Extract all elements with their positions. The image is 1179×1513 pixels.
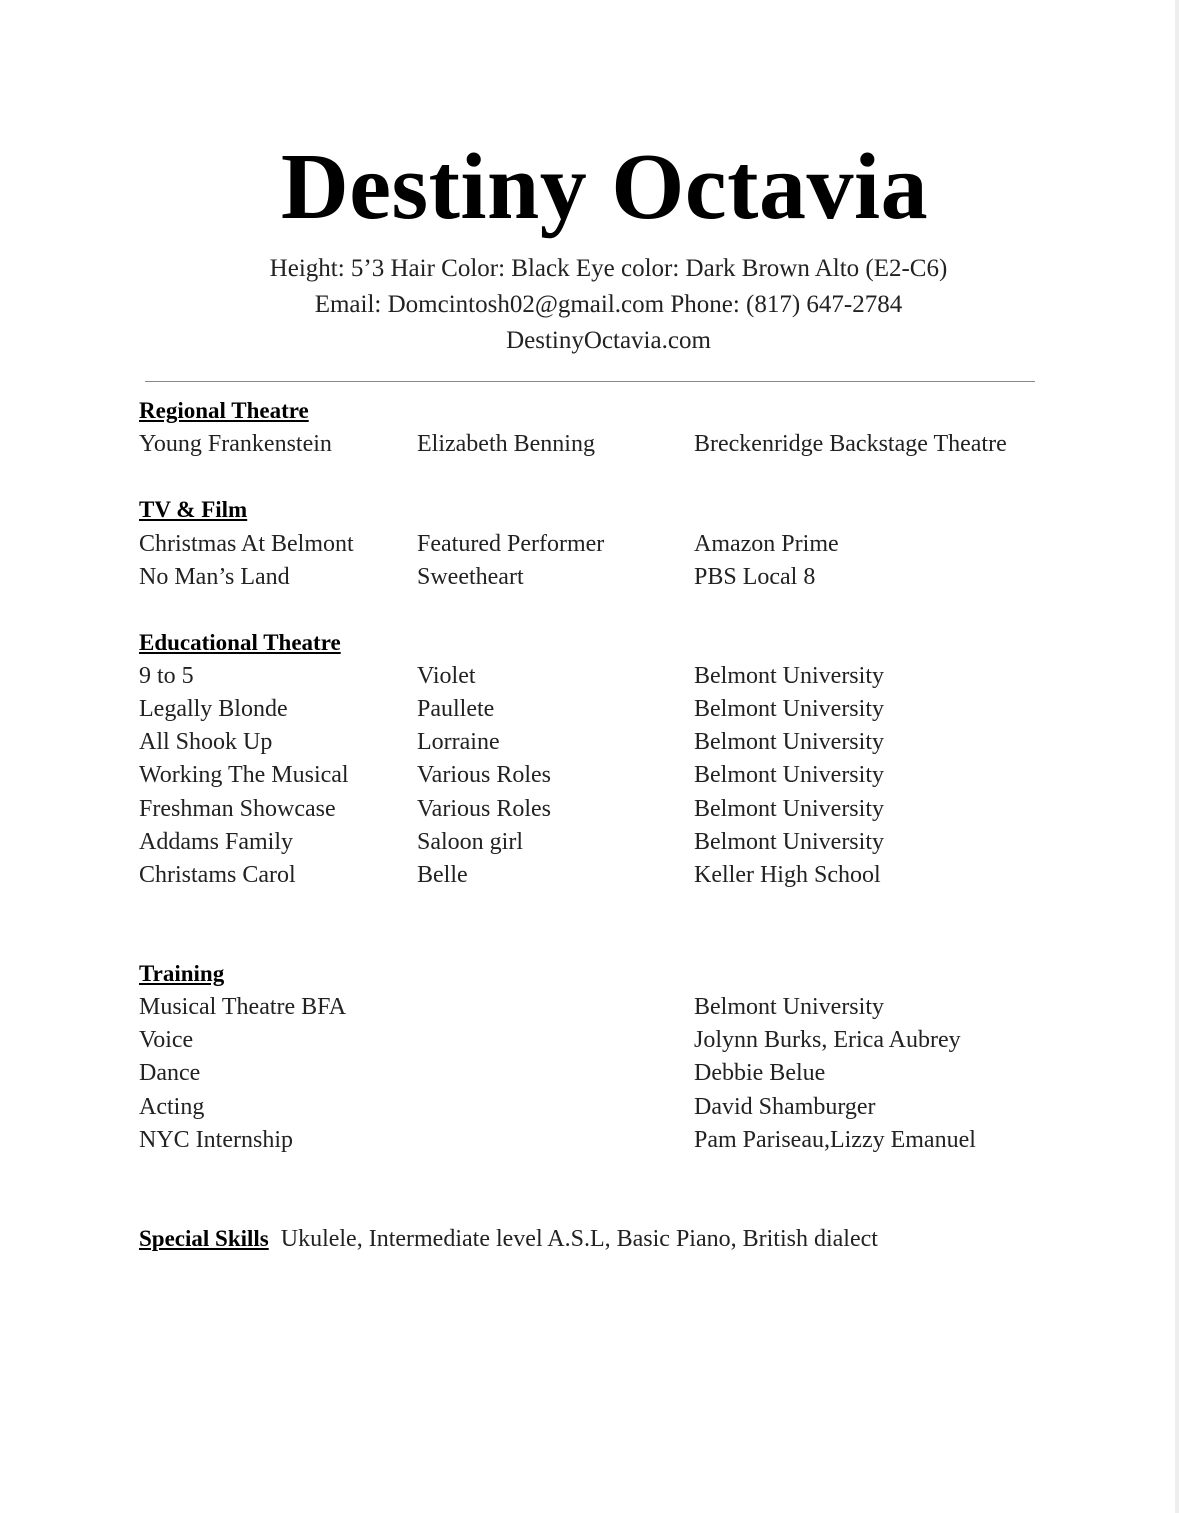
credit-show: Christams Carol [139,862,296,888]
credit-venue: Belmont University [694,829,884,855]
credit-row [0,694,1179,724]
credit-venue: Breckenridge Backstage Theatre [694,431,1007,457]
credit-role: Sweetheart [417,564,524,590]
credit-show: All Shook Up [139,729,273,755]
section-title-training: Training [139,961,225,986]
section-title-regional-theatre: Regional Theatre [139,398,309,423]
credit-venue: Belmont University [694,663,884,689]
credit-role: Paullete [417,696,495,722]
credit-show: Freshman Showcase [139,796,336,822]
credit-venue: PBS Local 8 [694,564,816,590]
section-title-educational-theatre: Educational Theatre [139,630,341,655]
credit-show: Legally Blonde [139,696,288,722]
website-line: DestinyOctavia.com [506,327,711,354]
training-row [0,1092,1179,1122]
training-teacher: Debbie Belue [694,1060,826,1086]
credit-row [0,727,1179,757]
header-divider [145,381,1035,382]
training-discipline: Acting [139,1094,205,1120]
credit-role: Various Roles [417,762,551,788]
training-teacher: Pam Pariseau,Lizzy Emanuel [694,1127,976,1153]
credit-show: 9 to 5 [139,663,194,689]
credit-show: Addams Family [139,829,293,855]
credit-role: Featured Performer [417,531,605,557]
special-skills-value: Ukulele, Intermediate level A.S.L, Basic Piano, British dialect [280,1226,878,1252]
training-discipline: NYC Internship [139,1127,293,1153]
section-title-tv-film: TV & Film [139,497,248,522]
special-skills [139,1224,878,1254]
training-teacher: Belmont University [694,994,884,1020]
stats-line: Height: 5’3 Hair Color: Black Eye color: Dark Brown Alto (E2-C6) [269,255,948,282]
credit-role: Violet [417,663,476,689]
credit-venue: Belmont University [694,696,884,722]
credit-row [0,529,1179,559]
training-discipline: Dance [139,1060,201,1086]
special-skills-label: Special Skills [139,1226,269,1251]
credit-venue: Belmont University [694,796,884,822]
credit-role: Belle [417,862,468,888]
training-row [0,1025,1179,1055]
credit-venue: Belmont University [694,762,884,788]
contact-line: Email: Domcintosh02@gmail.com Phone: (817) 647-2784 [314,291,903,318]
training-discipline: Voice [139,1027,194,1053]
performer-name: Destiny Octavia [280,135,929,239]
credit-venue: Keller High School [694,862,881,888]
training-teacher: Jolynn Burks, Erica Aubrey [694,1027,961,1053]
training-row [0,992,1179,1022]
credit-row [0,760,1179,790]
credit-role: Various Roles [417,796,551,822]
credit-show: Young Frankenstein [139,431,332,457]
credit-show: No Man’s Land [139,564,290,590]
credit-row [0,562,1179,592]
credit-row [0,860,1179,890]
credit-row [0,429,1179,459]
credit-role: Lorraine [417,729,500,755]
training-row [0,1058,1179,1088]
credit-role: Saloon girl [417,829,523,855]
credit-role: Elizabeth Benning [417,431,595,457]
training-teacher: David Shamburger [694,1094,876,1120]
credit-venue: Amazon Prime [694,531,839,557]
credit-row [0,661,1179,691]
training-discipline: Musical Theatre BFA [139,994,347,1020]
credit-venue: Belmont University [694,729,884,755]
credit-show: Working The Musical [139,762,349,788]
credit-show: Christmas At Belmont [139,531,354,557]
training-row [0,1125,1179,1155]
credit-row [0,794,1179,824]
credit-row [0,827,1179,857]
